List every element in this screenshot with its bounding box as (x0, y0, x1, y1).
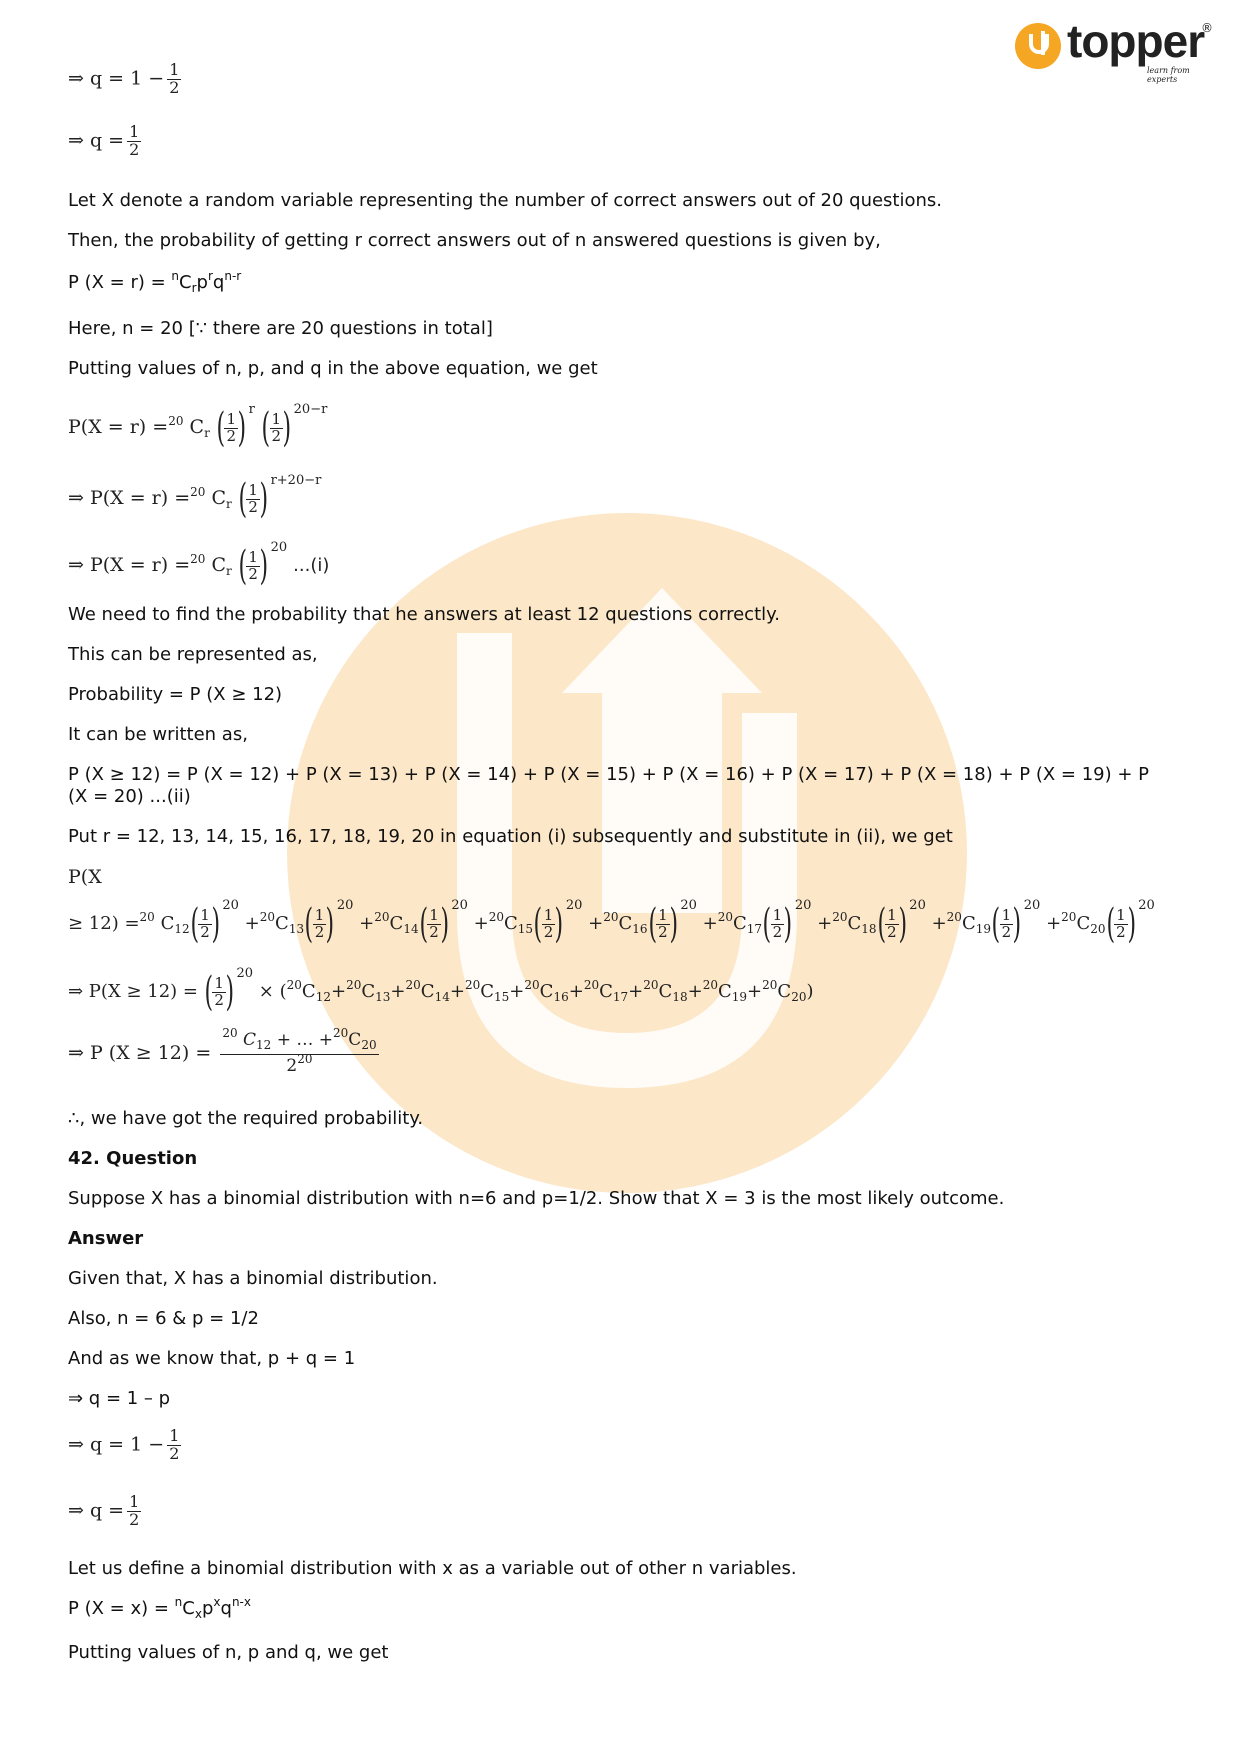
formula-pxx: P $(X = x) = ^nC_xp^xq^{n-x}$ (68, 1595, 251, 1621)
text-q-1-minus-p: ⇒ q = 1 – p (68, 1388, 171, 1409)
eq-px-fraction: ⇒ P (X ≥ 12) = $\frac{^{20} C_{12} + \dots +^{20}C_{20}}{2^{20}}$ (68, 1026, 377, 1076)
question-heading: 42. Question (68, 1148, 198, 1169)
eq-px-expansion: ≥ 12) =$^{20}$ $C_{12}$ ( $\frac{1}{2}$ ) $^{20} +^{20}C_{13}$ ( $\frac{1}{2}$ ) $^{20} +^{20}C_{14}$ ( $\frac{1}{2}$ ) $^{20} +^{20}C_{15}$ ( $\frac{1}{2}$ ) $^{20} +^{20}C_{16}$ ( $\frac{1}{2}$ ) $^{20} +^{20}C_{17}$ ( $\frac{1}{2}$ ) $^{20} +^{20}C_{18}$ ( $\frac{1}{2}$ ) $^{20} +^{20}C_{19}$ ( $\frac{1}{2}$ ) $^{20} +^{20}C_{20}$ ( $\frac{1}{2}$ ) $^{20}$ (68, 898, 1155, 947)
eq-px-label: P(X (68, 866, 102, 888)
text-put-r: Put r = 12, 13, 14, 15, 16, 17, 18, 19, 20 in equation (i) subsequently and substitute in (ii), we get (68, 826, 953, 847)
text-putting2: Putting values of n, p and q, we get (68, 1642, 389, 1663)
text-probability: Probability = P (X ≥ 12) (68, 684, 283, 705)
registered-mark: ® (1201, 21, 1213, 35)
answer-heading: Answer (68, 1228, 144, 1249)
eq-px-factored: ⇒ P(X ≥ 12) = ( $\frac{1}{2}$ ) $^{20} \times (^{20}C_{12}+^{20}C_{13}+^{20}C_{14}+^{20}C_{15}+^{20}C_{16}+^{20}C_{17}+^{20}C_{18}+^{20}C_{19}+^{20}C_{20})$ (68, 966, 814, 1015)
text-let-x: Let X denote a random variable representing the number of correct answers out of 20 questions. (68, 190, 943, 211)
text-here: Here, n = 20 [∵ there are 20 questions in total] (68, 318, 493, 339)
text-putting: Putting values of n, p, and q in the above equation, we get (68, 358, 598, 379)
text-know: And as we know that, p + q = 1 (68, 1348, 356, 1369)
eq-pxr-expand: P(X = r) =$^{20}$ $C_r$ ( $\frac{1}{2}$ ) $^r$ ( $\frac{1}{2}$ ) $^{20-r}$ (68, 402, 328, 451)
text-written: It can be written as, (68, 724, 248, 745)
text-also: Also, n = 6 & p = 1/2 (68, 1308, 259, 1329)
formula-pxr: P $(X = r) = ^nC_rp^rq^{n-r}$ (68, 269, 242, 295)
text-suppose: Suppose X has a binomial distribution with n=6 and p=1/2. Show that X = 3 is the most likely outcome. (68, 1188, 1005, 1209)
text-given: Given that, X has a binomial distribution. (68, 1268, 438, 1289)
brand-logo (1015, 15, 1215, 84)
eq-pxr-combined: ⇒ P(X = r) =$^{20}$ $C_r$ ( $\frac{1}{2}$ ) $^{r+20-r}$ (68, 473, 322, 522)
brand-name: topper (1067, 15, 1205, 67)
eq-q-half: ⇒ q = $\frac{1}{2}$ (68, 122, 140, 159)
u-logo-icon (1015, 23, 1061, 69)
text-then: Then, the probability of getting r correct answers out of n answered questions is given by, (68, 230, 881, 251)
text-need: We need to find the probability that he answers at least 12 questions correctly. (68, 604, 780, 625)
eq-q-one-minus-half-2: ⇒ q = 1 − $\frac{1}{2}$ (68, 1426, 180, 1463)
text-sum-line2: (X = 20) ...(ii) (68, 786, 191, 807)
eq-pxr-final: ⇒ P(X = r) =$^{20}$ $C_r$ ( $\frac{1}{2}$ ) $^{20}$ ...(i) (68, 540, 330, 589)
text-sum-line1: P (X ≥ 12) = P (X = 12) + P (X = 13) + P (X = 14) + P (X = 15) + P (X = 16) + P (X = 17) + P (X = 18) + P (X = 19) + P (68, 764, 1150, 785)
text-define: Let us define a binomial distribution with x as a variable out of other n variables. (68, 1558, 797, 1579)
text-represented: This can be represented as, (68, 644, 318, 665)
text-therefore: ∴, we have got the required probability. (68, 1108, 424, 1129)
eq-q-one-minus-half: ⇒ q = 1 − $\frac{1}{2}$ (68, 60, 180, 97)
eq-q-half-2: ⇒ q = $\frac{1}{2}$ (68, 1492, 140, 1529)
brand-tagline: learn from experts (1147, 66, 1190, 84)
